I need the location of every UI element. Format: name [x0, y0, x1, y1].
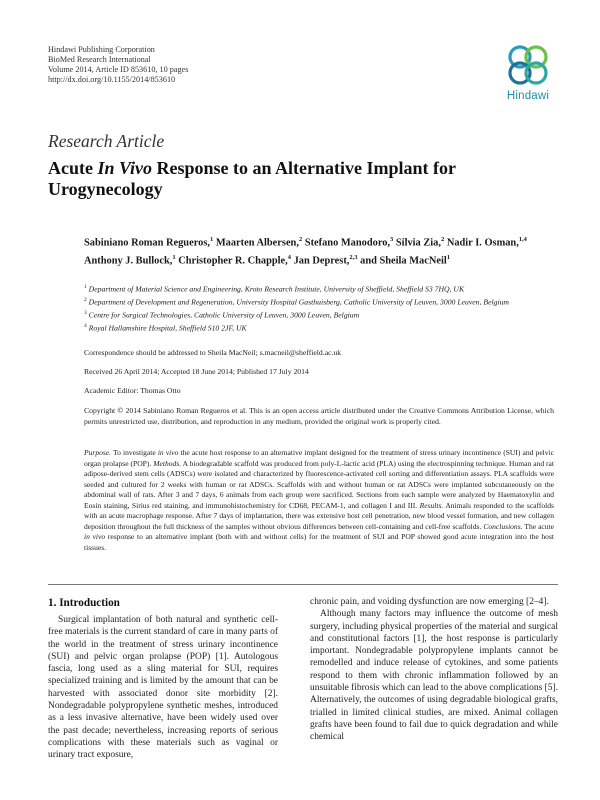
abstract-in-vivo: in vivo [157, 448, 179, 457]
abstract-text: A biodegradable scaffold was produced from poly-L-lactic acid (PLA) using the electrospinning technique. Human and rat adipose-derived stem cells (ADSCs) were isolated and characterized by fluorescence-activated cell sorting and differentiation assays. PLA scaffolds were seeded and cultured for 2 weeks with human or rat ADSCs. Scaffolds with and without human or rat ADSCs were implanted subcutaneously on the abdominal wall of rats. After 3 and 7 days, 6 animals from each group were sacrificed. Sections from each sample were analyzed by Haematoxylin and Eosin staining, Sirius red staining, and immunohistochemistry for CD68, PECAM-1, and collagen I and III. [84, 458, 555, 510]
affiliation-number: 2 [84, 296, 87, 303]
author-affiliation-mark: 3 [390, 236, 394, 243]
article-type: Research Article [48, 131, 165, 151]
journal-name: BioMed Research International [48, 55, 151, 64]
abstract-in-vivo: in vivo [84, 532, 106, 542]
hindawi-logo-text: Hindawi [506, 90, 550, 102]
affiliation-text: Department of Development and Regeneration, University Hospital Gasthuisberg, Catholic University of Leuven, 3000 Leuven, Belgium [88, 297, 509, 307]
affiliation-text: Royal Hallamshire Hospital, Sheffield S10 2JF, UK [88, 323, 247, 333]
author-affiliation-mark: 2,3 [349, 254, 358, 262]
abstract-text: The acute [522, 521, 554, 531]
author-name: Maarten Albersen, [215, 237, 299, 249]
correspondence: Correspondence should be addressed to Sheila MacNeil; s.macneil@sheffield.ac.uk [84, 348, 342, 357]
volume-info: Volume 2014, Article ID 853610, 10 pages [48, 65, 189, 74]
academic-editor: Academic Editor: Thomas Otto [84, 386, 181, 395]
author-affiliation-mark: 1 [209, 236, 214, 243]
publication-dates: Received 26 April 2014; Accepted 18 June 2014; Published 17 July 2014 [84, 367, 309, 376]
body-column-right [310, 596, 558, 744]
author-affiliation-mark: 1 [446, 254, 450, 262]
title-in-vivo: In Vivo [97, 158, 153, 178]
doi-link[interactable]: http://dx.doi.org/10.1155/2014/853610 [48, 75, 176, 84]
title-part-3: Response to an Alternative Implant for Urogynecology [48, 158, 456, 199]
author-affiliation-mark: 2 [298, 236, 303, 243]
author-name: Stefano Manodoro, [304, 237, 391, 249]
abstract-results-label: Results. [419, 500, 444, 510]
abstract-text: To investigate [111, 448, 158, 457]
author-affiliation-mark: 2 [440, 236, 445, 243]
author-name: Sabiniano Roman Regueros, [84, 237, 210, 249]
abstract-conclusions-label: Conclusions. [483, 521, 523, 531]
author-name: Silvia Zia, [395, 237, 441, 249]
affiliation-item [84, 321, 554, 334]
title-part-1: Acute [48, 158, 98, 178]
abstract-methods-label: Methods. [153, 458, 182, 468]
abstract-text: Animals responded to the scaffolds with an acute macrophage response. After 7 days of implantation, there was extensive host cell penetration, new blood vessel formation, and new collagen deposition throughout the full thickness of the samples without obvious differences between cell-containing and cell-free scaffolds. [84, 500, 554, 531]
publisher-name: Hindawi Publishing Corporation [48, 45, 155, 54]
affiliation-number: 1 [84, 284, 87, 290]
affiliation-item [84, 295, 554, 308]
journal-header [48, 45, 188, 85]
abstract [84, 448, 554, 553]
author-affiliation-mark: 1,4 [518, 236, 527, 243]
affiliation-text: Centre for Surgical Technologies, Catholic University of Leuven, 3000 Leuven, Belgium [88, 310, 360, 320]
abstract-text: response to an alternative implant (both with and without cells) for the treatment of SUI and POP showed good acute integration into the host tissues. [84, 532, 554, 552]
body-column-left [48, 614, 278, 762]
body-paragraph: Surgical implantation of both natural and synthetic cell-free materials is the current standard of care in many parts of the world in the treatment of stress urinary incontinence (SUI) and pelvic organ prolapse (POP) [1]. Autologous fascia, long used as a sling material for SUI, requires specialized training and is limited by the amount that can be harvested with associated donor site morbidity [2]. Nondegradable polypropylene synthetic meshes, introduced as a less invasive alternative, have been widely used over the past decade; nevertheless, increasing reports of serious complications with these materials such as vaginal or urinary tract exposure, [48, 615, 278, 761]
article-title [48, 158, 468, 200]
author-affiliation-mark: 4 [287, 254, 291, 262]
section-divider [48, 584, 558, 585]
section-heading: 1. Introduction [48, 597, 120, 609]
affiliation-text: Department of Material Science and Engineering, Kroto Research Institute, University of Sheffield, Sheffield S3 7HQ, UK [88, 284, 465, 294]
author-name: and Sheila MacNeil [360, 255, 447, 267]
author-name: Nadir I. Osman, [446, 237, 519, 249]
body-paragraph: Although many factors may influence the outcome of mesh surgery, including physical properties of the material and surgical and constitutional factors [1], the host response is particularly important. Nondegradable polypropylene implants cannot be remodelled and induce release of cytokines, and some patients respond to them with chronic inflammation followed by an unsuitable fibrosis which can lead to the above complications [5]. Alternatively, the outcomes of using degradable biological grafts, trialled in limited clinical studies, are mixed. Animal collagen grafts have been found to fail due to quick degradation and while chemical [310, 609, 558, 743]
author-name: Christopher R. Chapple, [178, 255, 288, 267]
author-list [84, 232, 544, 269]
affiliation-number: 3 [84, 309, 87, 316]
body-paragraph: chronic pain, and voiding dysfunction are now emerging [2–4]. [310, 597, 549, 607]
author-name: Jan Deprest, [293, 255, 350, 267]
affiliation-number: 4 [84, 322, 87, 329]
author-name: Anthony J. Bullock, [84, 255, 173, 267]
author-affiliation-mark: 1 [172, 254, 176, 262]
affiliation-item [84, 308, 554, 321]
affiliation-item [84, 282, 554, 295]
affiliations [84, 282, 554, 334]
abstract-text: the acute host response to an alternative implant designed for the treatment of stress urinary incontinence (SUI) and pelvic organ prolapse (POP). [84, 448, 554, 468]
copyright-notice: Copyright © 2014 Sabiniano Roman Regueros et al. This is an open access article distributed under the Creative Commons Attribution License, which permits unrestricted use, distribution, and reproduction in any medium, provided the original work is properly cited. [84, 406, 554, 426]
abstract-purpose-label: Purpose. [84, 448, 112, 457]
